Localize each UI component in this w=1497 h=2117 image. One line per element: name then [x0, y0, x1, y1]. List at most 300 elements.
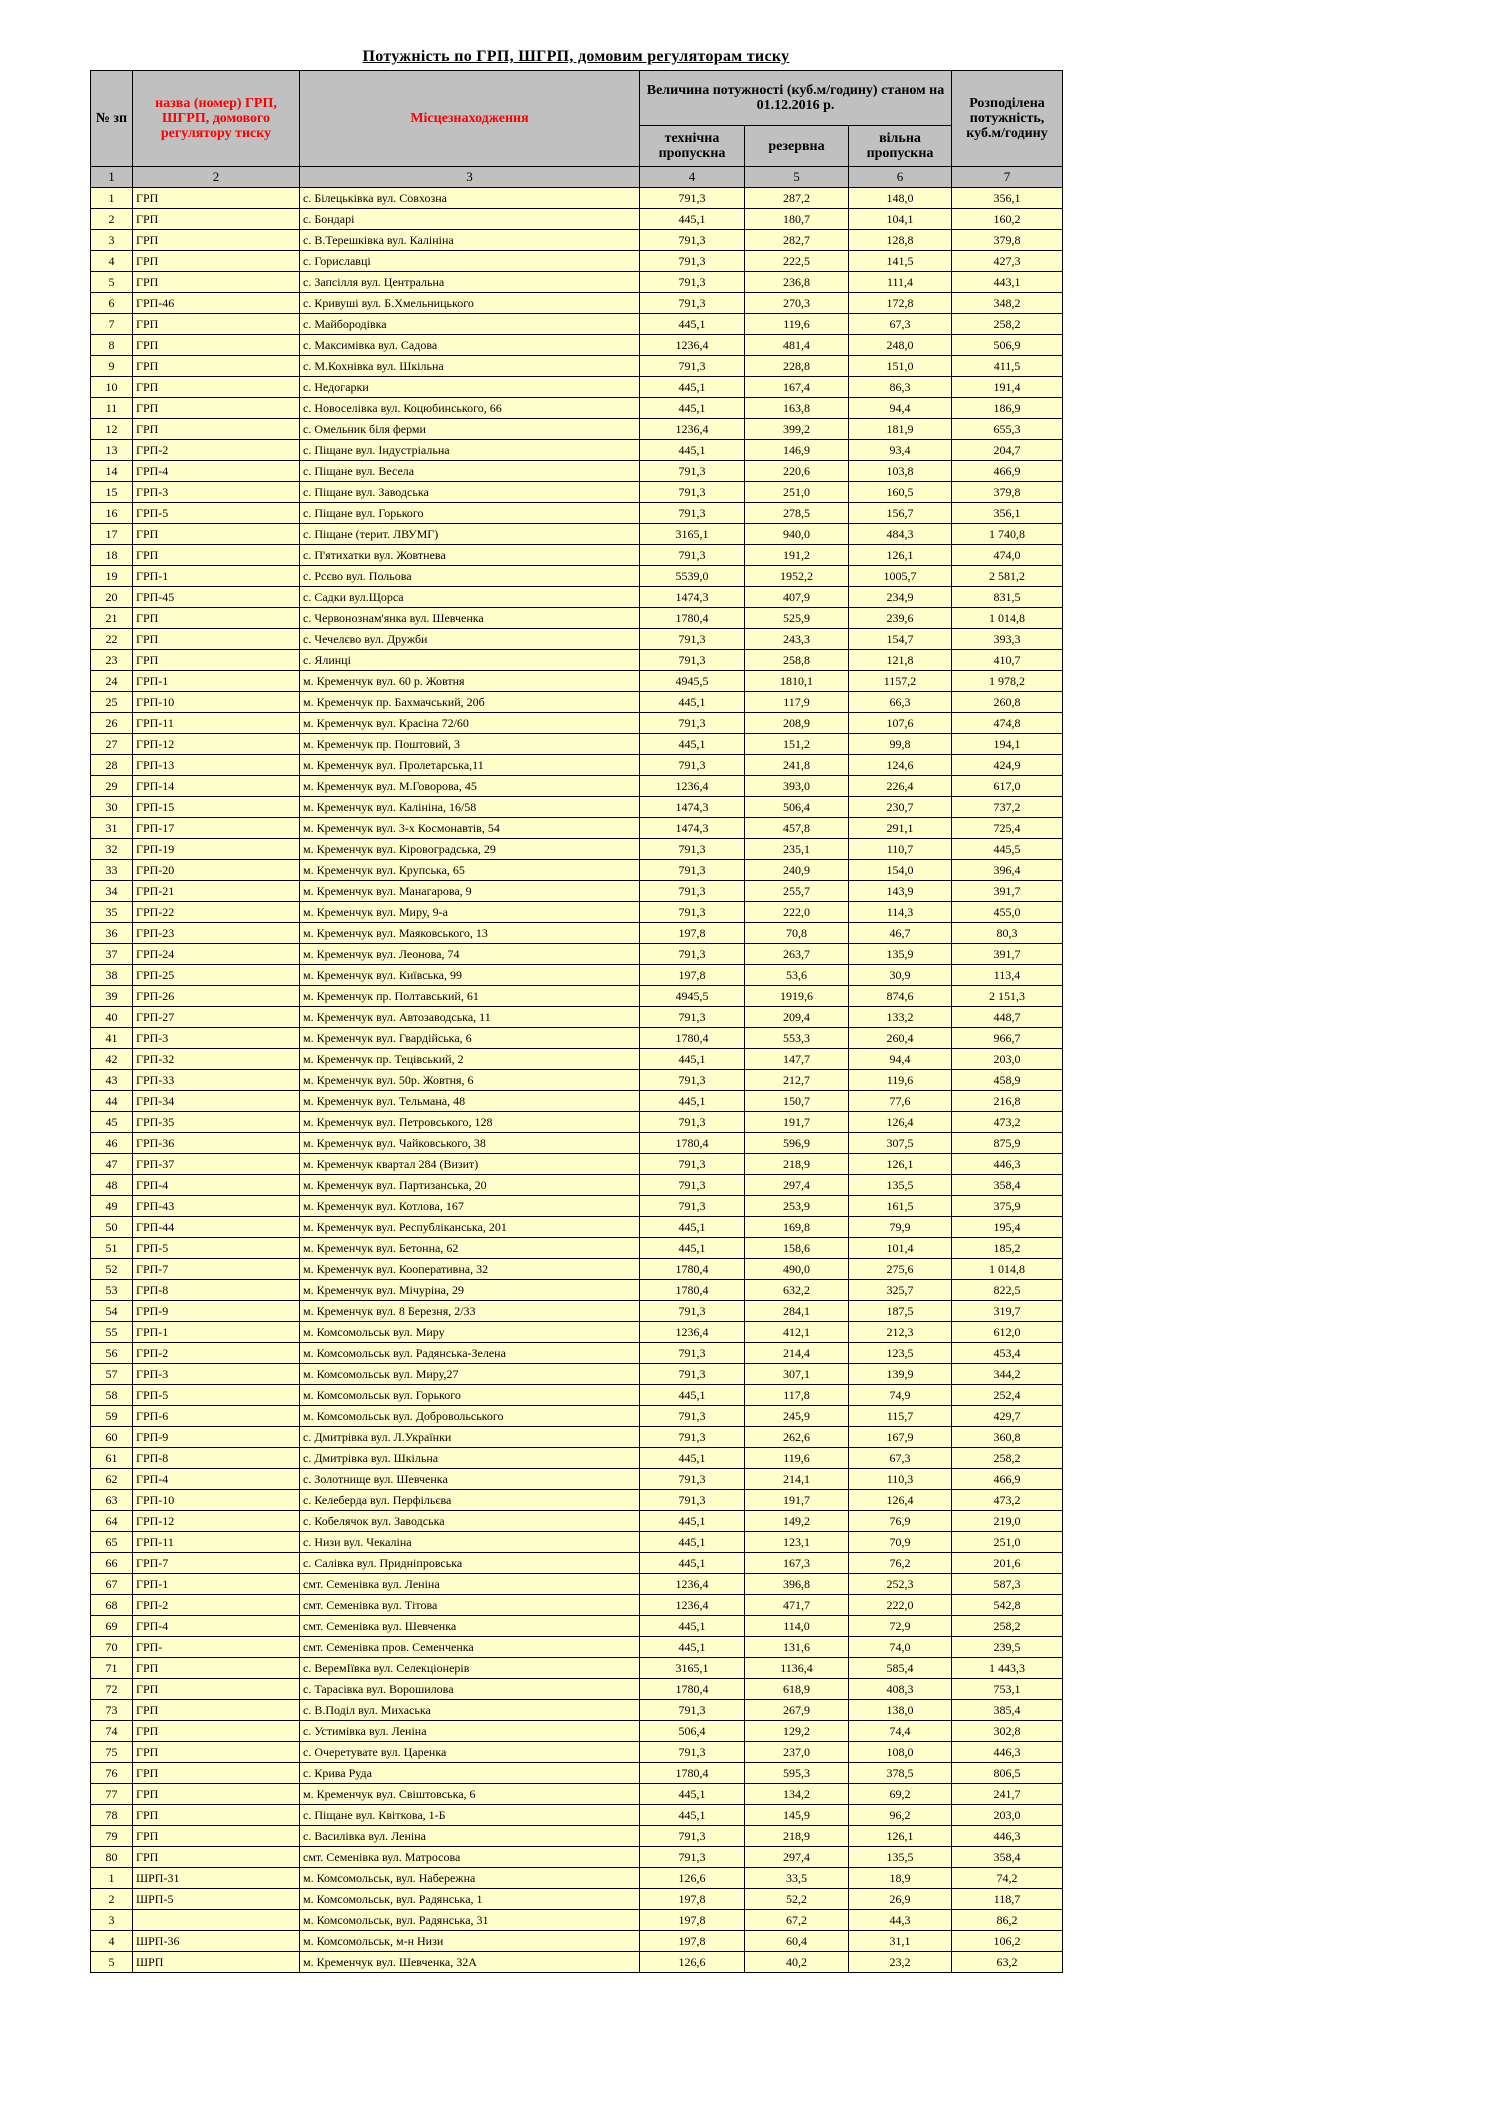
cell-name: ГРП-10	[133, 1490, 300, 1511]
header-name: назва (номер) ГРП, ШГРП, домового регулятору тиску	[133, 71, 300, 167]
cell-reserve: 180,7	[745, 209, 849, 230]
cell-name: ШРП	[133, 1952, 300, 1973]
cell-location: с. Максимівка вул. Садова	[300, 335, 640, 356]
header-free: вільна пропускна	[849, 126, 952, 167]
cell-num: 79	[91, 1826, 133, 1847]
cell-distributed: 203,0	[952, 1049, 1063, 1070]
cell-name: ШРП-31	[133, 1868, 300, 1889]
cell-reserve: 471,7	[745, 1595, 849, 1616]
table-row	[91, 1028, 1063, 1049]
cell-name: ГРП-5	[133, 1238, 300, 1259]
cell-distributed: 356,1	[952, 503, 1063, 524]
cell-technical: 197,8	[640, 923, 745, 944]
cell-reserve: 119,6	[745, 314, 849, 335]
cell-location: с. Запсілля вул. Центральна	[300, 272, 640, 293]
cell-reserve: 114,0	[745, 1616, 849, 1637]
cell-name: ГРП	[133, 335, 300, 356]
cell-location: м. Кременчук вул. Шевченка, 32А	[300, 1952, 640, 1973]
cell-name: ГРП-9	[133, 1427, 300, 1448]
cell-free: 234,9	[849, 587, 952, 608]
table-row	[91, 1322, 1063, 1343]
cell-reserve: 940,0	[745, 524, 849, 545]
cell-technical: 3165,1	[640, 1658, 745, 1679]
cell-num: 43	[91, 1070, 133, 1091]
cell-technical: 126,6	[640, 1952, 745, 1973]
header-num: № зп	[91, 71, 133, 167]
table-row	[91, 923, 1063, 944]
cell-location: м. Кременчук вул. Київська, 99	[300, 965, 640, 986]
cell-free: 484,3	[849, 524, 952, 545]
cell-reserve: 263,7	[745, 944, 849, 965]
cell-location: м. Кременчук вул. Калініна, 16/58	[300, 797, 640, 818]
cell-technical: 445,1	[640, 1238, 745, 1259]
cell-reserve: 191,2	[745, 545, 849, 566]
cell-distributed: 74,2	[952, 1868, 1063, 1889]
cell-free: 115,7	[849, 1406, 952, 1427]
cell-name: ГРП-43	[133, 1196, 300, 1217]
table-row	[91, 1910, 1063, 1931]
cell-free: 46,7	[849, 923, 952, 944]
cell-technical: 1780,4	[640, 1280, 745, 1301]
cell-location: с. Дмитрівка вул. Л.Українки	[300, 1427, 640, 1448]
cell-free: 101,4	[849, 1238, 952, 1259]
table-row	[91, 734, 1063, 755]
cell-num: 64	[91, 1511, 133, 1532]
cell-technical: 791,3	[640, 1112, 745, 1133]
cell-reserve: 241,8	[745, 755, 849, 776]
cell-free: 187,5	[849, 1301, 952, 1322]
cell-distributed: 446,3	[952, 1826, 1063, 1847]
cell-name: ГРП-10	[133, 692, 300, 713]
cell-reserve: 212,7	[745, 1070, 849, 1091]
cell-free: 18,9	[849, 1868, 952, 1889]
cell-num: 24	[91, 671, 133, 692]
cell-name: ГРП-13	[133, 755, 300, 776]
cell-reserve: 490,0	[745, 1259, 849, 1280]
cell-reserve: 167,3	[745, 1553, 849, 1574]
cell-location: с. Чечелєво вул. Дружби	[300, 629, 640, 650]
cell-name	[133, 1910, 300, 1931]
cell-reserve: 53,6	[745, 965, 849, 986]
cell-reserve: 119,6	[745, 1448, 849, 1469]
cell-distributed: 191,4	[952, 377, 1063, 398]
cell-num: 12	[91, 419, 133, 440]
cell-reserve: 525,9	[745, 608, 849, 629]
table-row	[91, 335, 1063, 356]
cell-technical: 791,3	[640, 1427, 745, 1448]
cell-num: 59	[91, 1406, 133, 1427]
cell-num: 46	[91, 1133, 133, 1154]
cell-technical: 1236,4	[640, 1574, 745, 1595]
cell-reserve: 236,8	[745, 272, 849, 293]
cell-location: м. Кременчук вул. Красіна 72/60	[300, 713, 640, 734]
cell-technical: 1236,4	[640, 776, 745, 797]
cell-distributed: 216,8	[952, 1091, 1063, 1112]
cell-reserve: 150,7	[745, 1091, 849, 1112]
cell-free: 161,5	[849, 1196, 952, 1217]
cell-technical: 791,3	[640, 839, 745, 860]
header-reserve: резервна	[745, 126, 849, 167]
table-row	[91, 650, 1063, 671]
cell-location: м. Комсомольськ, вул. Набережна	[300, 1868, 640, 1889]
cell-distributed: 506,9	[952, 335, 1063, 356]
table-row	[91, 755, 1063, 776]
table-row	[91, 1952, 1063, 1973]
cell-num: 26	[91, 713, 133, 734]
cell-name: ГРП-8	[133, 1280, 300, 1301]
cell-name: ГРП	[133, 1658, 300, 1679]
cell-num: 4	[91, 1931, 133, 1952]
cell-distributed: 655,3	[952, 419, 1063, 440]
cell-name: ГРП-12	[133, 734, 300, 755]
cell-technical: 445,1	[640, 1448, 745, 1469]
cell-location: м. Кременчук вул. 50р. Жовтня, 6	[300, 1070, 640, 1091]
table-row	[91, 944, 1063, 965]
cell-free: 128,8	[849, 230, 952, 251]
cell-num: 55	[91, 1322, 133, 1343]
cell-name: ГРП-8	[133, 1448, 300, 1469]
cell-location: с. Ялинці	[300, 650, 640, 671]
table-row	[91, 524, 1063, 545]
cell-num: 69	[91, 1616, 133, 1637]
cell-num: 62	[91, 1469, 133, 1490]
cell-distributed: 2 581,2	[952, 566, 1063, 587]
cell-num: 51	[91, 1238, 133, 1259]
cell-location: с. Піщане вул. Горького	[300, 503, 640, 524]
header-distributed: Розподілена потужність, куб.м/годину	[952, 71, 1063, 167]
cell-free: 141,5	[849, 251, 952, 272]
cell-reserve: 506,4	[745, 797, 849, 818]
cell-name: ГРП	[133, 188, 300, 209]
cell-technical: 445,1	[640, 398, 745, 419]
cell-free: 1157,2	[849, 671, 952, 692]
cell-technical: 791,3	[640, 230, 745, 251]
cell-num: 45	[91, 1112, 133, 1133]
cell-location: м. Кременчук вул. Партизанська, 20	[300, 1175, 640, 1196]
cell-name: ГРП-35	[133, 1112, 300, 1133]
table-row	[91, 1238, 1063, 1259]
cell-location: с. Гориславці	[300, 251, 640, 272]
cell-technical: 1236,4	[640, 1322, 745, 1343]
cell-free: 67,3	[849, 1448, 952, 1469]
cell-location: с. П'ятихатки вул. Жовтнева	[300, 545, 640, 566]
table-row	[91, 1889, 1063, 1910]
header-technical: технічна пропускна	[640, 126, 745, 167]
cell-num: 65	[91, 1532, 133, 1553]
cell-technical: 1780,4	[640, 1763, 745, 1784]
table-row	[91, 1280, 1063, 1301]
cell-distributed: 542,8	[952, 1595, 1063, 1616]
cell-name: ГРП-22	[133, 902, 300, 923]
cell-technical: 445,1	[640, 377, 745, 398]
cell-distributed: 358,4	[952, 1847, 1063, 1868]
cell-location: м. Кременчук вул. Тельмана, 48	[300, 1091, 640, 1112]
cell-location: с. Піщане вул. Індустріальна	[300, 440, 640, 461]
column-number: 5	[745, 167, 849, 188]
cell-reserve: 1810,1	[745, 671, 849, 692]
cell-reserve: 287,2	[745, 188, 849, 209]
table-row	[91, 965, 1063, 986]
cell-num: 75	[91, 1742, 133, 1763]
cell-num: 27	[91, 734, 133, 755]
cell-name: ГРП	[133, 209, 300, 230]
table-row	[91, 1490, 1063, 1511]
cell-reserve: 117,9	[745, 692, 849, 713]
cell-free: 378,5	[849, 1763, 952, 1784]
cell-name: ШРП-5	[133, 1889, 300, 1910]
cell-reserve: 457,8	[745, 818, 849, 839]
cell-free: 74,9	[849, 1385, 952, 1406]
cell-name: ГРП	[133, 1679, 300, 1700]
cell-location: м. Кременчук вул. Мічуріна, 29	[300, 1280, 640, 1301]
cell-reserve: 1919,6	[745, 986, 849, 1007]
cell-name: ГРП-36	[133, 1133, 300, 1154]
cell-name: ГРП	[133, 1847, 300, 1868]
cell-location: смт. Семенівка вул. Шевченка	[300, 1616, 640, 1637]
cell-name: ГРП-45	[133, 587, 300, 608]
cell-location: м. Кременчук пр. Тецівський, 2	[300, 1049, 640, 1070]
cell-name: ГРП-19	[133, 839, 300, 860]
cell-location: с. В.Терешківка вул. Калініна	[300, 230, 640, 251]
cell-location: м. Комсомольськ вул. Миру,27	[300, 1364, 640, 1385]
cell-free: 585,4	[849, 1658, 952, 1679]
cell-free: 154,7	[849, 629, 952, 650]
cell-num: 15	[91, 482, 133, 503]
table-row	[91, 1091, 1063, 1112]
cell-reserve: 278,5	[745, 503, 849, 524]
cell-reserve: 396,8	[745, 1574, 849, 1595]
cell-location: м. Кременчук вул. Гвардійська, 6	[300, 1028, 640, 1049]
cell-num: 28	[91, 755, 133, 776]
cell-num: 61	[91, 1448, 133, 1469]
cell-name: ГРП	[133, 230, 300, 251]
cell-reserve: 163,8	[745, 398, 849, 419]
cell-name: ГРП-3	[133, 1364, 300, 1385]
cell-distributed: 446,3	[952, 1742, 1063, 1763]
cell-technical: 445,1	[640, 1049, 745, 1070]
cell-free: 110,7	[849, 839, 952, 860]
cell-technical: 791,3	[640, 1406, 745, 1427]
cell-distributed: 1 978,2	[952, 671, 1063, 692]
cell-free: 96,2	[849, 1805, 952, 1826]
cell-reserve: 253,9	[745, 1196, 849, 1217]
cell-name: ГРП-32	[133, 1049, 300, 1070]
cell-technical: 791,3	[640, 881, 745, 902]
column-number: 7	[952, 167, 1063, 188]
cell-distributed: 458,9	[952, 1070, 1063, 1091]
cell-num: 31	[91, 818, 133, 839]
cell-reserve: 117,8	[745, 1385, 849, 1406]
cell-location: с. Крива Руда	[300, 1763, 640, 1784]
cell-reserve: 52,2	[745, 1889, 849, 1910]
table-row	[91, 1070, 1063, 1091]
cell-name: ГРП-21	[133, 881, 300, 902]
cell-distributed: 1 740,8	[952, 524, 1063, 545]
cell-location: с. Червонознам'янка вул. Шевченка	[300, 608, 640, 629]
cell-technical: 506,4	[640, 1721, 745, 1742]
cell-distributed: 427,3	[952, 251, 1063, 272]
cell-distributed: 194,1	[952, 734, 1063, 755]
table-row	[91, 251, 1063, 272]
cell-num: 50	[91, 1217, 133, 1238]
cell-name: ГРП-12	[133, 1511, 300, 1532]
table-row	[91, 692, 1063, 713]
cell-free: 139,9	[849, 1364, 952, 1385]
cell-location: м. Комсомольськ вул. Миру	[300, 1322, 640, 1343]
cell-reserve: 243,3	[745, 629, 849, 650]
cell-num: 3	[91, 230, 133, 251]
cell-num: 72	[91, 1679, 133, 1700]
cell-reserve: 40,2	[745, 1952, 849, 1973]
cell-free: 126,1	[849, 545, 952, 566]
cell-technical: 791,3	[640, 629, 745, 650]
cell-location: смт. Семенівка вул. Леніна	[300, 1574, 640, 1595]
cell-name: ГРП	[133, 377, 300, 398]
table-row	[91, 1700, 1063, 1721]
cell-reserve: 222,5	[745, 251, 849, 272]
cell-location: м. Кременчук вул. Петровського, 128	[300, 1112, 640, 1133]
cell-name: ГРП-7	[133, 1553, 300, 1574]
cell-free: 121,8	[849, 650, 952, 671]
cell-distributed: 806,5	[952, 1763, 1063, 1784]
cell-num: 49	[91, 1196, 133, 1217]
cell-free: 123,5	[849, 1343, 952, 1364]
cell-num: 1	[91, 1868, 133, 1889]
table-row	[91, 1511, 1063, 1532]
cell-technical: 791,3	[640, 860, 745, 881]
cell-num: 6	[91, 293, 133, 314]
cell-free: 104,1	[849, 209, 952, 230]
cell-free: 94,4	[849, 1049, 952, 1070]
cell-name: ГРП-4	[133, 1616, 300, 1637]
cell-distributed: 379,8	[952, 482, 1063, 503]
cell-free: 167,9	[849, 1427, 952, 1448]
table-row	[91, 1658, 1063, 1679]
cell-reserve: 240,9	[745, 860, 849, 881]
cell-name: ГРП-26	[133, 986, 300, 1007]
cell-reserve: 307,1	[745, 1364, 849, 1385]
cell-technical: 445,1	[640, 440, 745, 461]
cell-reserve: 1952,2	[745, 566, 849, 587]
cell-free: 110,3	[849, 1469, 952, 1490]
cell-num: 60	[91, 1427, 133, 1448]
cell-num: 35	[91, 902, 133, 923]
cell-distributed: 473,2	[952, 1490, 1063, 1511]
cell-name: ГРП	[133, 1742, 300, 1763]
cell-num: 33	[91, 860, 133, 881]
cell-free: 172,8	[849, 293, 952, 314]
cell-distributed: 474,0	[952, 545, 1063, 566]
cell-name: ГРП-1	[133, 1574, 300, 1595]
cell-distributed: 396,4	[952, 860, 1063, 881]
cell-name: ГРП-33	[133, 1070, 300, 1091]
column-number: 2	[133, 167, 300, 188]
cell-technical: 791,3	[640, 902, 745, 923]
cell-location: м. Кременчук пр. Полтавський, 61	[300, 986, 640, 1007]
cell-free: 107,6	[849, 713, 952, 734]
cell-free: 126,4	[849, 1490, 952, 1511]
cell-num: 16	[91, 503, 133, 524]
cell-distributed: 473,2	[952, 1112, 1063, 1133]
table-row	[91, 1616, 1063, 1637]
cell-distributed: 106,2	[952, 1931, 1063, 1952]
cell-distributed: 201,6	[952, 1553, 1063, 1574]
table-row	[91, 209, 1063, 230]
cell-technical: 791,3	[640, 1847, 745, 1868]
cell-technical: 197,8	[640, 1931, 745, 1952]
cell-location: с. Салівка вул. Придніпровська	[300, 1553, 640, 1574]
cell-free: 307,5	[849, 1133, 952, 1154]
cell-free: 124,6	[849, 755, 952, 776]
cell-name: ГРП	[133, 1763, 300, 1784]
cell-distributed: 474,8	[952, 713, 1063, 734]
cell-name: ГРП-4	[133, 1469, 300, 1490]
table-row	[91, 1406, 1063, 1427]
cell-distributed: 118,7	[952, 1889, 1063, 1910]
cell-technical: 791,3	[640, 251, 745, 272]
cell-distributed: 587,3	[952, 1574, 1063, 1595]
table-row	[91, 1868, 1063, 1889]
cell-technical: 791,3	[640, 1175, 745, 1196]
table-row	[91, 902, 1063, 923]
table-row	[91, 1742, 1063, 1763]
cell-name: ГРП-3	[133, 482, 300, 503]
cell-distributed: 63,2	[952, 1952, 1063, 1973]
cell-reserve: 134,2	[745, 1784, 849, 1805]
cell-name: ГРП-15	[133, 797, 300, 818]
cell-location: смт. Семенівка вул. Тітова	[300, 1595, 640, 1616]
cell-distributed: 466,9	[952, 461, 1063, 482]
cell-distributed: 1 014,8	[952, 1259, 1063, 1280]
table-row	[91, 566, 1063, 587]
cell-name: ГРП	[133, 524, 300, 545]
cell-free: 86,3	[849, 377, 952, 398]
cell-free: 275,6	[849, 1259, 952, 1280]
cell-num: 9	[91, 356, 133, 377]
cell-num: 39	[91, 986, 133, 1007]
cell-technical: 197,8	[640, 965, 745, 986]
cell-location: с. Рсєво вул. Польова	[300, 566, 640, 587]
table-row	[91, 1217, 1063, 1238]
table-row	[91, 1679, 1063, 1700]
cell-num: 25	[91, 692, 133, 713]
cell-location: м. Кременчук вул. Чайковського, 38	[300, 1133, 640, 1154]
cell-num: 78	[91, 1805, 133, 1826]
cell-reserve: 258,8	[745, 650, 849, 671]
table-row	[91, 1343, 1063, 1364]
cell-technical: 791,3	[640, 503, 745, 524]
cell-reserve: 1136,4	[745, 1658, 849, 1679]
cell-technical: 791,3	[640, 1490, 745, 1511]
cell-name: ГРП	[133, 419, 300, 440]
cell-distributed: 448,7	[952, 1007, 1063, 1028]
cell-name: ГРП-24	[133, 944, 300, 965]
table-row	[91, 356, 1063, 377]
table-row	[91, 503, 1063, 524]
cell-technical: 791,3	[640, 545, 745, 566]
cell-distributed: 411,5	[952, 356, 1063, 377]
cell-location: с. Піщане (терит. ЛВУМГ)	[300, 524, 640, 545]
cell-free: 135,5	[849, 1847, 952, 1868]
cell-technical: 445,1	[640, 1091, 745, 1112]
cell-num: 44	[91, 1091, 133, 1112]
table-row	[91, 1553, 1063, 1574]
cell-technical: 791,3	[640, 1301, 745, 1322]
cell-reserve: 237,0	[745, 1742, 849, 1763]
cell-distributed: 80,3	[952, 923, 1063, 944]
cell-free: 103,8	[849, 461, 952, 482]
cell-num: 37	[91, 944, 133, 965]
